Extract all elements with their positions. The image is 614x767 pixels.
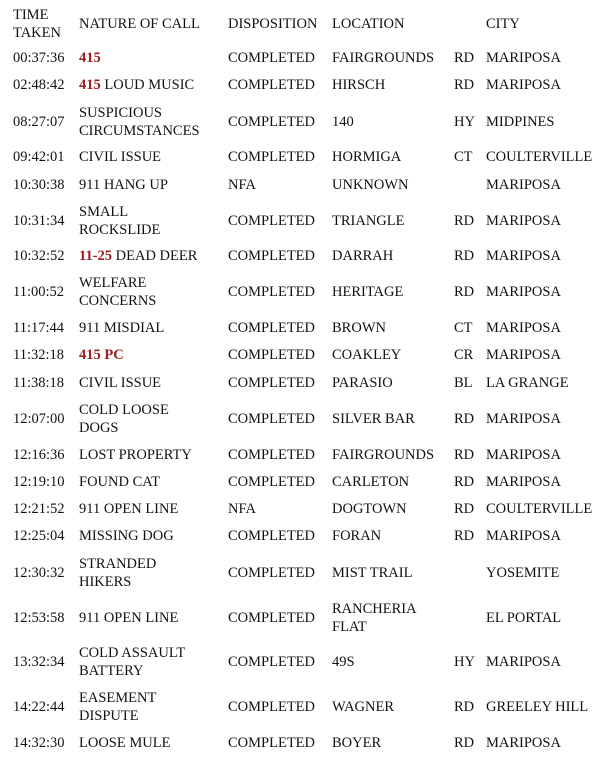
time-cell: 12:25:04 <box>13 528 65 544</box>
nature-cell <box>79 473 160 491</box>
street-suffix-cell: CT <box>454 320 473 336</box>
nature-text: EASEMENT <box>79 690 157 706</box>
street-suffix-cell: RD <box>454 213 475 229</box>
nature-cell <box>79 446 192 464</box>
city-cell: MARIPOSA <box>486 447 561 463</box>
time-cell: 11:32:18 <box>13 347 65 363</box>
street-suffix-cell: RD <box>454 77 475 93</box>
location-cell: FAIRGROUNDS <box>332 447 435 463</box>
disposition-cell: COMPLETED <box>228 114 315 130</box>
location-cell: MIST TRAIL <box>332 565 413 581</box>
nature-cell-line2: CIRCUMSTANCES <box>79 123 200 139</box>
disposition-cell: COMPLETED <box>228 375 315 391</box>
street-suffix-cell: RD <box>454 699 475 715</box>
location-cell: PARASIO <box>332 375 393 391</box>
disposition-cell: COMPLETED <box>228 213 315 229</box>
nature-cell <box>79 49 101 67</box>
city-cell: MARIPOSA <box>486 284 561 300</box>
nature-cell <box>79 247 197 265</box>
header-nature: NATURE OF CALL <box>79 16 200 32</box>
city-cell: COULTERVILLE <box>486 501 593 517</box>
nature-cell <box>79 500 178 518</box>
time-cell: 12:07:00 <box>13 411 65 427</box>
nature-cell-line2: ROCKSLIDE <box>79 222 161 238</box>
location-cell: BOYER <box>332 735 382 751</box>
nature-cell <box>79 104 162 122</box>
header-time-line2: TAKEN <box>13 25 61 41</box>
nature-cell-line2: BATTERY <box>79 663 144 679</box>
location-cell: SILVER BAR <box>332 411 415 427</box>
disposition-cell: COMPLETED <box>228 735 315 751</box>
call-code: 11-25 <box>79 248 113 264</box>
nature-cell <box>79 374 161 392</box>
disposition-cell: COMPLETED <box>228 654 315 670</box>
location-cell: 140 <box>332 114 354 130</box>
street-suffix-cell: RD <box>454 501 475 517</box>
nature-cell-line2: CONCERNS <box>79 293 157 309</box>
city-cell: LA GRANGE <box>486 375 569 391</box>
nature-text: 911 MISDIAL <box>79 320 165 336</box>
disposition-cell: COMPLETED <box>228 77 315 93</box>
nature-cell-line2: DOGS <box>79 420 119 436</box>
street-suffix-cell: RD <box>454 447 475 463</box>
disposition-cell: COMPLETED <box>228 149 315 165</box>
nature-cell <box>79 401 169 419</box>
city-cell: MARIPOSA <box>486 654 561 670</box>
street-suffix-cell: BL <box>454 375 473 391</box>
disposition-cell: COMPLETED <box>228 699 315 715</box>
time-cell: 11:17:44 <box>13 320 65 336</box>
location-cell: FAIRGROUNDS <box>332 50 435 66</box>
disposition-cell: COMPLETED <box>228 474 315 490</box>
city-cell: MARIPOSA <box>486 320 561 336</box>
street-suffix-cell: RD <box>454 735 475 751</box>
city-cell: YOSEMITE <box>486 565 560 581</box>
nature-text: 911 OPEN LINE <box>79 501 179 517</box>
nature-cell <box>79 734 170 752</box>
location-cell: HERITAGE <box>332 284 404 300</box>
location-cell: TRIANGLE <box>332 213 405 229</box>
city-cell: MARIPOSA <box>486 248 561 264</box>
street-suffix-cell: CT <box>454 149 473 165</box>
time-cell: 14:32:30 <box>13 735 65 751</box>
street-suffix-cell: RD <box>454 248 475 264</box>
street-suffix-cell: RD <box>454 284 475 300</box>
disposition-cell: COMPLETED <box>228 528 315 544</box>
disposition-cell: NFA <box>228 501 256 517</box>
nature-text: SUSPICIOUS <box>79 105 162 121</box>
location-cell: DOGTOWN <box>332 501 407 517</box>
street-suffix-cell: RD <box>454 474 475 490</box>
time-cell: 14:22:44 <box>13 699 65 715</box>
city-cell: EL PORTAL <box>486 610 562 626</box>
disposition-cell: COMPLETED <box>228 447 315 463</box>
disposition-cell: COMPLETED <box>228 347 315 363</box>
nature-text: CIVIL ISSUE <box>79 375 162 391</box>
street-suffix-cell: HY <box>454 114 475 130</box>
location-cell: CARLETON <box>332 474 410 490</box>
disposition-cell: COMPLETED <box>228 248 315 264</box>
nature-text: COLD ASSAULT <box>79 645 186 661</box>
nature-cell <box>79 609 178 627</box>
disposition-cell: COMPLETED <box>228 50 315 66</box>
disposition-cell: COMPLETED <box>228 565 315 581</box>
header-disposition: DISPOSITION <box>228 16 318 32</box>
nature-cell <box>79 203 128 221</box>
location-cell: DARRAH <box>332 248 394 264</box>
time-cell: 12:21:52 <box>13 501 65 517</box>
city-cell: MARIPOSA <box>486 77 561 93</box>
nature-text: DEAD DEER <box>115 248 198 264</box>
street-suffix-cell: RD <box>454 528 475 544</box>
time-cell: 09:42:01 <box>13 149 65 165</box>
city-cell: GREELEY HILL <box>486 699 589 715</box>
nature-text: LOST PROPERTY <box>79 447 192 463</box>
nature-text: STRANDED <box>79 556 157 572</box>
disposition-cell: NFA <box>228 177 256 193</box>
nature-cell-line2: DISPUTE <box>79 708 139 724</box>
nature-cell <box>79 274 146 292</box>
time-cell: 10:32:52 <box>13 248 65 264</box>
time-cell: 13:32:34 <box>13 654 65 670</box>
disposition-cell: COMPLETED <box>228 411 315 427</box>
street-suffix-cell: CR <box>454 347 474 363</box>
nature-cell <box>79 346 124 364</box>
time-cell: 12:19:10 <box>13 474 65 490</box>
street-suffix-cell: RD <box>454 50 475 66</box>
nature-cell <box>79 76 194 94</box>
time-cell: 12:16:36 <box>13 447 65 463</box>
city-cell: MARIPOSA <box>486 474 561 490</box>
nature-text: FOUND CAT <box>79 474 160 490</box>
nature-cell <box>79 319 164 337</box>
header-city: CITY <box>486 16 520 32</box>
time-cell: 00:37:36 <box>13 50 65 66</box>
time-cell: 11:00:52 <box>13 284 65 300</box>
nature-text: WELFARE <box>79 275 147 291</box>
nature-cell <box>79 689 156 707</box>
nature-text: CIVIL ISSUE <box>79 149 162 165</box>
nature-cell <box>79 527 174 545</box>
location-cell: UNKNOWN <box>332 177 409 193</box>
time-cell: 08:27:07 <box>13 114 65 130</box>
street-suffix-cell: RD <box>454 411 475 427</box>
location-cell-line2: FLAT <box>332 619 367 635</box>
nature-text: 911 HANG UP <box>79 177 168 193</box>
time-cell: 02:48:42 <box>13 77 65 93</box>
location-cell: WAGNER <box>332 699 395 715</box>
city-cell: COULTERVILLE <box>486 149 593 165</box>
location-cell: 49S <box>332 654 355 670</box>
header-location: LOCATION <box>332 16 405 32</box>
time-cell: 10:31:34 <box>13 213 65 229</box>
nature-text: LOOSE MULE <box>79 735 171 751</box>
nature-text: MISSING DOG <box>79 528 174 544</box>
time-cell: 11:38:18 <box>13 375 65 391</box>
nature-cell <box>79 644 185 662</box>
call-code: 415 PC <box>79 347 124 363</box>
time-cell: 12:53:58 <box>13 610 65 626</box>
city-cell: MARIPOSA <box>486 213 561 229</box>
city-cell: MARIPOSA <box>486 735 561 751</box>
call-code: 415 <box>79 50 101 66</box>
time-cell: 10:30:38 <box>13 177 65 193</box>
disposition-cell: COMPLETED <box>228 284 315 300</box>
time-cell: 12:30:32 <box>13 565 65 581</box>
location-cell: HIRSCH <box>332 77 386 93</box>
nature-cell <box>79 176 168 194</box>
call-code: 415 <box>79 77 101 93</box>
nature-text: COLD LOOSE <box>79 402 169 418</box>
nature-cell-line2: HIKERS <box>79 574 132 590</box>
city-cell: MARIPOSA <box>486 347 561 363</box>
nature-cell <box>79 148 161 166</box>
disposition-cell: COMPLETED <box>228 320 315 336</box>
header-row <box>0 6 614 42</box>
disposition-cell: COMPLETED <box>228 610 315 626</box>
city-cell: MARIPOSA <box>486 411 561 427</box>
city-cell: MARIPOSA <box>486 528 561 544</box>
location-cell: RANCHERIA <box>332 601 417 617</box>
city-cell: MIDPINES <box>486 114 555 130</box>
location-cell: FORAN <box>332 528 382 544</box>
street-suffix-cell: HY <box>454 654 475 670</box>
nature-text: SMALL <box>79 204 129 220</box>
location-cell: BROWN <box>332 320 386 336</box>
city-cell: MARIPOSA <box>486 177 561 193</box>
location-cell: HORMIGA <box>332 149 402 165</box>
city-cell: MARIPOSA <box>486 50 561 66</box>
nature-text: 911 OPEN LINE <box>79 610 179 626</box>
nature-text: LOUD MUSIC <box>104 77 195 93</box>
header-time-line1: TIME <box>13 7 49 23</box>
location-cell: COAKLEY <box>332 347 402 363</box>
nature-cell <box>79 555 156 573</box>
